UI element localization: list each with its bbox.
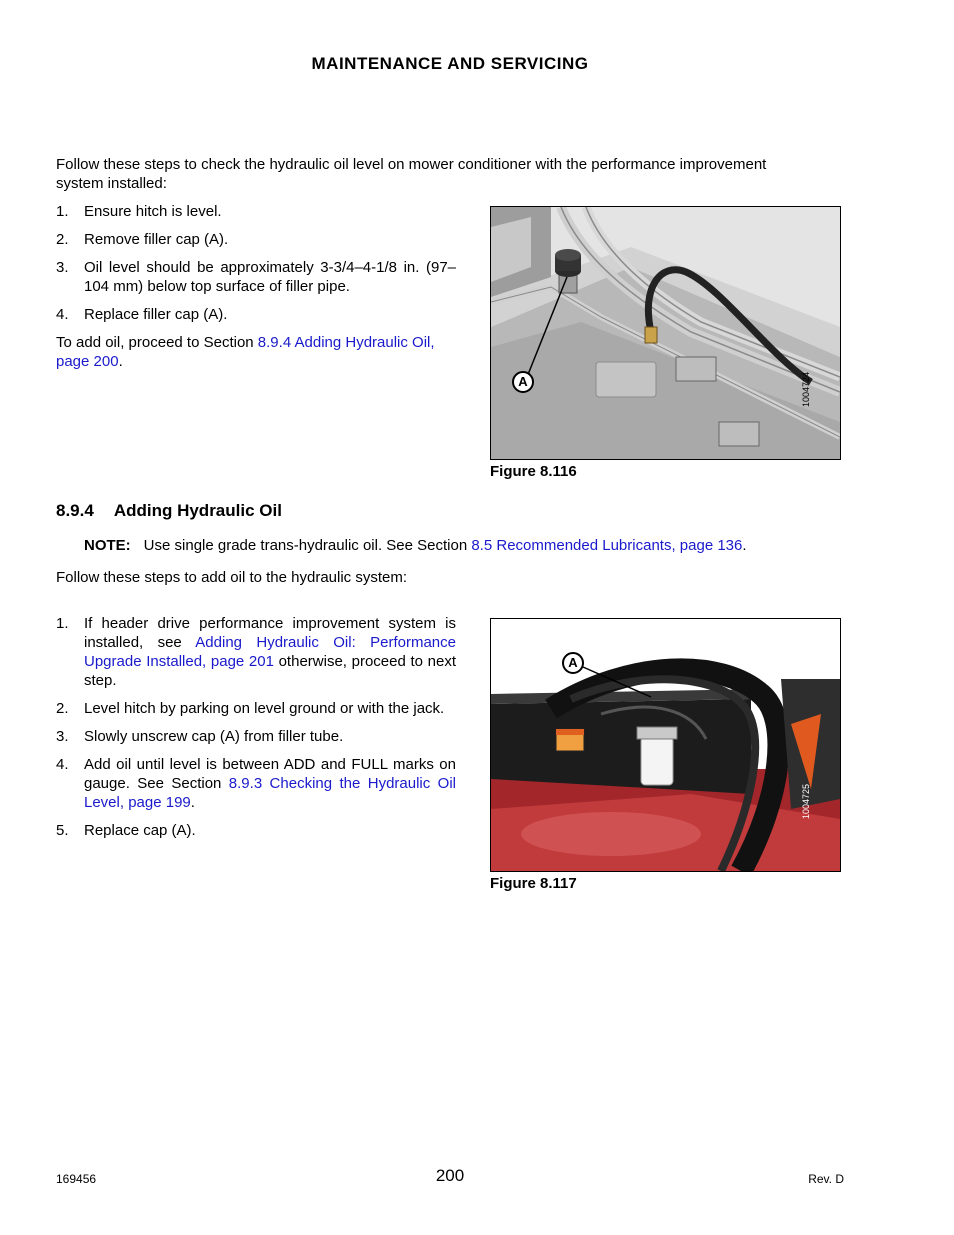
document-number: 169456 xyxy=(56,1172,97,1186)
list-item: 4. Add oil until level is between ADD and FULL marks on gauge. See Section 8.9.3 Checking the Hydraulic Oil Level, page 199. xyxy=(56,756,456,811)
figure-part-number: 1004724 xyxy=(801,371,811,407)
section-title: Adding Hydraulic Oil xyxy=(113,501,282,520)
list-item: 1. If header drive performance improvement system is installed, see Adding Hydraulic Oil: Performance Upgrade Installed, page 201 otherwise, proceed to next step. xyxy=(56,615,456,689)
list-item: 2. Remove filler cap (A). xyxy=(56,231,229,248)
recommended-lubricants-link[interactable]: 8.5 Recommended Lubricants, page 136 xyxy=(471,537,743,554)
performance-upgrade-link[interactable]: Adding Hydraulic Oil: Performance Upgrade Installed, page 201 xyxy=(84,634,456,670)
hydraulic-filter-photo xyxy=(491,619,840,871)
note-label: NOTE: xyxy=(84,537,131,554)
list-item: 1. Ensure hitch is level. xyxy=(56,203,222,220)
adding-intro: Follow these steps to add oil to the hydraulic system: xyxy=(56,569,408,586)
figure-8-117-image xyxy=(490,618,841,872)
list-item: 3. Slowly unscrew cap (A) from filler tube. xyxy=(56,728,344,745)
figure-part-number: 1004725 xyxy=(801,783,811,819)
figure-8-117-caption: Figure 8.117 xyxy=(490,875,577,892)
revision-label: Rev. D xyxy=(808,1172,844,1186)
list-item: 4. Replace filler cap (A). xyxy=(56,306,228,323)
check-intro: Follow these steps to check the hydraulic oil level on mower conditioner with the performance improvement system installed: xyxy=(56,156,767,192)
page-number: 200 xyxy=(435,1166,465,1185)
checking-hydraulic-oil-link[interactable]: 8.9.3 Checking the Hydraulic Oil Level, page 199 xyxy=(84,775,456,811)
section-number: 8.9.4 xyxy=(56,501,94,520)
list-item: 5. Replace cap (A). xyxy=(56,822,196,839)
callout-a-marker: A xyxy=(512,371,534,393)
add-oil-reference: To add oil, proceed to Section 8.9.4 Adding Hydraulic Oil, page 200. xyxy=(56,334,435,370)
adding-steps-list xyxy=(56,614,456,840)
list-item: 3. Oil level should be approximately 3-3/4–4-1/8 in. (97–104 mm) below top surface of filler pipe. xyxy=(56,259,456,295)
check-steps-list xyxy=(56,202,456,324)
callout-a-marker: A xyxy=(562,652,584,674)
figure-8-116-image xyxy=(490,206,841,460)
hydraulic-filler-illustration xyxy=(491,207,840,459)
list-item: 2. Level hitch by parking on level ground or with the jack. xyxy=(56,700,445,717)
note-block: NOTE: Use single grade trans-hydraulic oil. See Section 8.5 Recommended Lubricants, page 136. xyxy=(84,537,747,554)
section-heading xyxy=(56,501,282,521)
page-header-title: MAINTENANCE AND SERVICING xyxy=(311,54,589,73)
adding-hydraulic-oil-link[interactable]: 8.9.4 Adding Hydraulic Oil, page 200 xyxy=(56,334,435,370)
figure-8-116-caption: Figure 8.116 xyxy=(490,463,577,480)
